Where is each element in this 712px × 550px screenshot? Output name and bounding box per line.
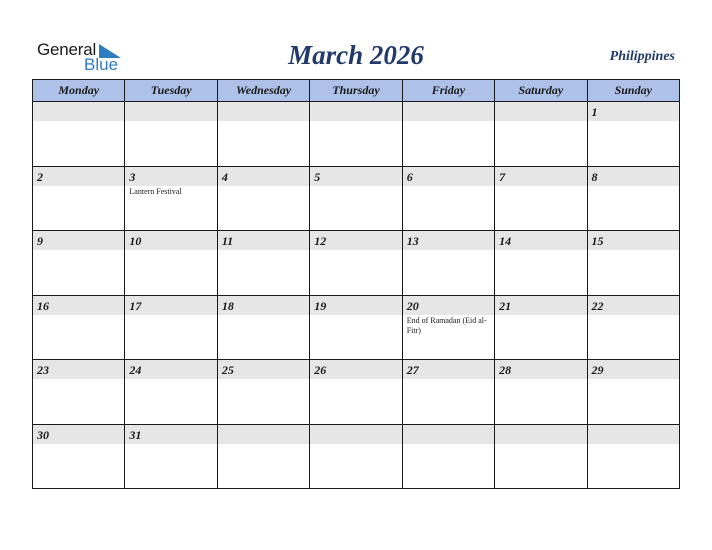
day-number: 9 bbox=[37, 234, 43, 248]
day-number-bar bbox=[495, 231, 586, 250]
holiday-label bbox=[218, 250, 309, 251]
day-cell bbox=[587, 231, 679, 296]
holiday-label bbox=[310, 379, 401, 380]
holiday-label bbox=[33, 250, 124, 251]
day-number: 25 bbox=[221, 363, 234, 377]
day-number-bar bbox=[588, 167, 679, 186]
weekday-header: Wednesday bbox=[217, 80, 309, 102]
holiday-label bbox=[403, 250, 494, 251]
holiday-label bbox=[125, 315, 216, 316]
holiday-label bbox=[495, 444, 586, 445]
day-cell bbox=[402, 102, 494, 167]
day-number-bar bbox=[588, 425, 679, 444]
holiday-label bbox=[495, 379, 586, 380]
holiday-label bbox=[125, 250, 216, 251]
week-row bbox=[33, 424, 680, 489]
day-cell bbox=[33, 360, 125, 425]
week-row bbox=[33, 166, 680, 231]
day-number-bar bbox=[125, 167, 216, 186]
day-cell bbox=[310, 102, 402, 167]
day-cell bbox=[33, 166, 125, 231]
weekday-header: Friday bbox=[402, 80, 494, 102]
calendar-grid bbox=[32, 79, 680, 489]
day-cell bbox=[33, 424, 125, 489]
holiday-label bbox=[218, 186, 309, 187]
holiday-label bbox=[33, 379, 124, 380]
holiday-label bbox=[588, 379, 679, 380]
day-cell bbox=[33, 231, 125, 296]
day-number: 7 bbox=[499, 169, 506, 184]
day-number: 1 bbox=[591, 105, 598, 119]
holiday-label: End of Ramadan (Eid al-Fitr) bbox=[406, 315, 487, 335]
day-number-bar bbox=[33, 167, 124, 186]
day-cell bbox=[495, 360, 587, 425]
day-number-bar bbox=[310, 360, 401, 379]
day-number-bar bbox=[33, 425, 124, 444]
day-number-bar bbox=[33, 360, 124, 379]
day-cell bbox=[217, 166, 309, 231]
holiday-label bbox=[33, 186, 124, 187]
day-cell bbox=[310, 295, 402, 360]
day-cell bbox=[495, 295, 587, 360]
week-row bbox=[33, 360, 680, 425]
day-number: 22 bbox=[591, 298, 604, 313]
day-cell bbox=[33, 102, 125, 167]
day-cell bbox=[495, 166, 587, 231]
holiday-label bbox=[218, 121, 309, 122]
day-number: 18 bbox=[221, 298, 234, 313]
day-cell bbox=[402, 424, 494, 489]
day-cell bbox=[125, 166, 217, 231]
holiday-label bbox=[403, 121, 494, 122]
day-number-bar bbox=[218, 167, 309, 186]
day-cell bbox=[402, 166, 494, 231]
day-number-bar bbox=[218, 425, 309, 444]
day-number-bar bbox=[403, 425, 494, 444]
day-cell bbox=[495, 424, 587, 489]
day-number-bar bbox=[310, 425, 401, 444]
day-cell bbox=[310, 360, 402, 425]
day-cell bbox=[125, 231, 217, 296]
weekday-header: Monday bbox=[33, 80, 125, 102]
day-number-bar bbox=[403, 231, 494, 250]
day-number-bar bbox=[588, 296, 679, 315]
holiday-label bbox=[495, 315, 586, 316]
country-label: Philippines bbox=[609, 49, 675, 64]
day-number-bar bbox=[218, 360, 309, 379]
holiday-label bbox=[33, 121, 124, 122]
holiday-label bbox=[495, 121, 586, 122]
holiday-label bbox=[310, 121, 401, 122]
day-number: 2 bbox=[37, 169, 43, 184]
holiday-label: Lantern Festival bbox=[129, 186, 182, 196]
day-number: 20 bbox=[406, 298, 419, 313]
day-number: 14 bbox=[499, 234, 512, 248]
day-cell bbox=[217, 424, 309, 489]
day-number-bar bbox=[125, 296, 216, 315]
holiday-label bbox=[310, 444, 401, 445]
holiday-label bbox=[588, 121, 679, 122]
day-number-bar bbox=[495, 425, 586, 444]
day-number-bar bbox=[495, 296, 586, 315]
holiday-label bbox=[403, 444, 494, 445]
weekday-header: Saturday bbox=[495, 80, 587, 102]
day-number: 19 bbox=[314, 298, 327, 313]
day-number-bar bbox=[495, 167, 586, 186]
day-cell bbox=[33, 295, 125, 360]
day-cell bbox=[217, 360, 309, 425]
day-cell bbox=[217, 102, 309, 167]
day-number-bar bbox=[403, 360, 494, 379]
day-number-bar bbox=[588, 360, 679, 379]
day-cell bbox=[587, 102, 679, 167]
day-number-bar bbox=[218, 296, 309, 315]
holiday-label bbox=[403, 186, 494, 187]
day-cell bbox=[587, 295, 679, 360]
day-number: 31 bbox=[129, 427, 142, 442]
day-cell bbox=[310, 424, 402, 489]
day-cell bbox=[402, 360, 494, 425]
day-cell bbox=[310, 166, 402, 231]
day-number-bar bbox=[33, 231, 124, 250]
day-number-bar bbox=[33, 296, 124, 315]
day-number: 27 bbox=[406, 363, 419, 377]
holiday-label bbox=[588, 186, 679, 187]
holiday-label bbox=[218, 315, 309, 316]
weekday-header: Thursday bbox=[310, 80, 402, 102]
day-number: 16 bbox=[37, 298, 49, 313]
week-row bbox=[33, 231, 680, 296]
day-cell bbox=[402, 231, 494, 296]
holiday-label bbox=[125, 379, 216, 380]
holiday-label bbox=[588, 250, 679, 251]
day-number-bar bbox=[125, 360, 216, 379]
day-cell bbox=[587, 360, 679, 425]
day-number: 3 bbox=[129, 169, 136, 184]
weekday-header-row bbox=[33, 80, 680, 102]
day-number: 29 bbox=[591, 363, 604, 377]
day-cell bbox=[125, 360, 217, 425]
logo-text-general: General bbox=[37, 40, 97, 59]
day-number: 8 bbox=[591, 169, 598, 184]
day-number-bar bbox=[495, 102, 586, 121]
holiday-label bbox=[495, 186, 586, 187]
day-number: 6 bbox=[406, 169, 413, 184]
calendar-body bbox=[33, 102, 680, 489]
day-number-bar bbox=[218, 231, 309, 250]
weekday-header: Tuesday bbox=[125, 80, 217, 102]
day-number-bar bbox=[310, 167, 401, 186]
logo-text-blue: Blue bbox=[84, 55, 119, 74]
day-number-bar bbox=[125, 102, 216, 121]
day-number: 5 bbox=[314, 169, 321, 184]
day-number: 30 bbox=[37, 427, 49, 442]
week-row bbox=[33, 102, 680, 167]
holiday-label bbox=[310, 250, 401, 251]
day-number-bar bbox=[588, 102, 679, 121]
day-number-bar bbox=[125, 425, 216, 444]
day-number: 4 bbox=[221, 169, 228, 184]
holiday-label bbox=[310, 186, 401, 187]
holiday-label bbox=[495, 250, 586, 251]
day-cell bbox=[495, 102, 587, 167]
day-cell bbox=[125, 295, 217, 360]
weekday-header: Sunday bbox=[587, 80, 679, 102]
day-number-bar bbox=[403, 102, 494, 121]
holiday-label bbox=[218, 444, 309, 445]
day-number: 12 bbox=[314, 234, 327, 248]
holiday-label bbox=[588, 315, 679, 316]
day-number: 23 bbox=[37, 363, 49, 377]
holiday-label bbox=[218, 379, 309, 380]
holiday-label bbox=[33, 444, 124, 445]
calendar-title: March 2026 bbox=[288, 40, 424, 70]
day-number: 15 bbox=[591, 234, 604, 248]
day-number-bar bbox=[403, 296, 494, 315]
holiday-label bbox=[403, 379, 494, 380]
day-cell bbox=[495, 231, 587, 296]
day-number: 17 bbox=[129, 298, 142, 313]
holiday-label bbox=[125, 444, 216, 445]
day-number-bar bbox=[588, 231, 679, 250]
day-cell bbox=[217, 231, 309, 296]
day-cell bbox=[402, 295, 494, 360]
day-cell bbox=[587, 424, 679, 489]
day-number: 13 bbox=[406, 234, 419, 248]
day-number: 10 bbox=[129, 234, 142, 248]
day-cell bbox=[217, 295, 309, 360]
day-number-bar bbox=[403, 167, 494, 186]
week-row bbox=[33, 295, 680, 360]
day-number: 21 bbox=[499, 298, 512, 313]
day-cell bbox=[125, 424, 217, 489]
day-number: 26 bbox=[314, 363, 327, 377]
day-cell bbox=[587, 166, 679, 231]
holiday-label bbox=[588, 444, 679, 445]
day-number: 28 bbox=[499, 363, 512, 377]
day-number-bar bbox=[125, 231, 216, 250]
day-number-bar bbox=[33, 102, 124, 121]
day-number: 24 bbox=[129, 363, 142, 377]
day-number-bar bbox=[310, 102, 401, 121]
holiday-label bbox=[33, 315, 124, 316]
day-number-bar bbox=[310, 296, 401, 315]
day-number-bar bbox=[218, 102, 309, 121]
holiday-label bbox=[125, 121, 216, 122]
day-cell bbox=[125, 102, 217, 167]
holiday-label bbox=[310, 315, 401, 316]
day-number: 11 bbox=[221, 234, 234, 248]
day-number-bar bbox=[310, 231, 401, 250]
day-number-bar bbox=[495, 360, 586, 379]
day-cell bbox=[310, 231, 402, 296]
